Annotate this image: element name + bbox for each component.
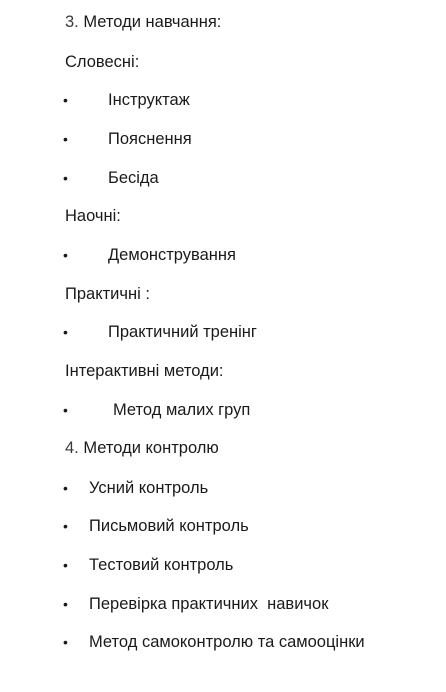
section-number: 3. — [65, 13, 79, 31]
list-item: • Перевірка практичних навичок — [0, 592, 446, 616]
list-item: • Демонстрування — [0, 243, 446, 267]
list-item: • Пояснення — [0, 127, 446, 151]
section-number: 4. — [65, 439, 79, 457]
bullet-icon: • — [63, 170, 68, 186]
list-item: • Інструктаж — [0, 88, 446, 112]
list-item: • Практичний тренінг — [0, 320, 446, 344]
group-label-verbal: Словесні: — [65, 53, 140, 71]
bullet-icon: • — [63, 247, 68, 263]
group-label-visual: Наочні: — [65, 207, 121, 225]
list-item: • Усний контроль — [0, 476, 446, 500]
bullet-icon: • — [63, 480, 68, 496]
bullet-icon: • — [63, 518, 68, 534]
bullet-icon: • — [63, 324, 68, 340]
bullet-icon: • — [63, 92, 68, 108]
list-item: • Метод малих груп — [0, 398, 446, 422]
group-label-practical: Практичні : — [65, 285, 150, 303]
list-item: • Бесіда — [0, 166, 446, 190]
bullet-icon: • — [63, 557, 68, 573]
bullet-icon: • — [63, 402, 68, 418]
section-heading-control — [0, 436, 446, 460]
bullet-icon: • — [63, 634, 68, 650]
list-item: • Письмовий контроль — [0, 514, 446, 538]
bullet-icon: • — [63, 596, 68, 612]
bullet-icon: • — [63, 131, 68, 147]
list-item: • Тестовий контроль — [0, 553, 446, 577]
group-label-interactive: Інтерактивні методи: — [65, 362, 224, 380]
section-title: Методи контролю — [83, 439, 219, 457]
section-heading-methods — [0, 10, 446, 34]
section-title: Методи навчання: — [83, 13, 222, 31]
list-item: • Метод самоконтролю та самооцінки — [0, 630, 446, 654]
